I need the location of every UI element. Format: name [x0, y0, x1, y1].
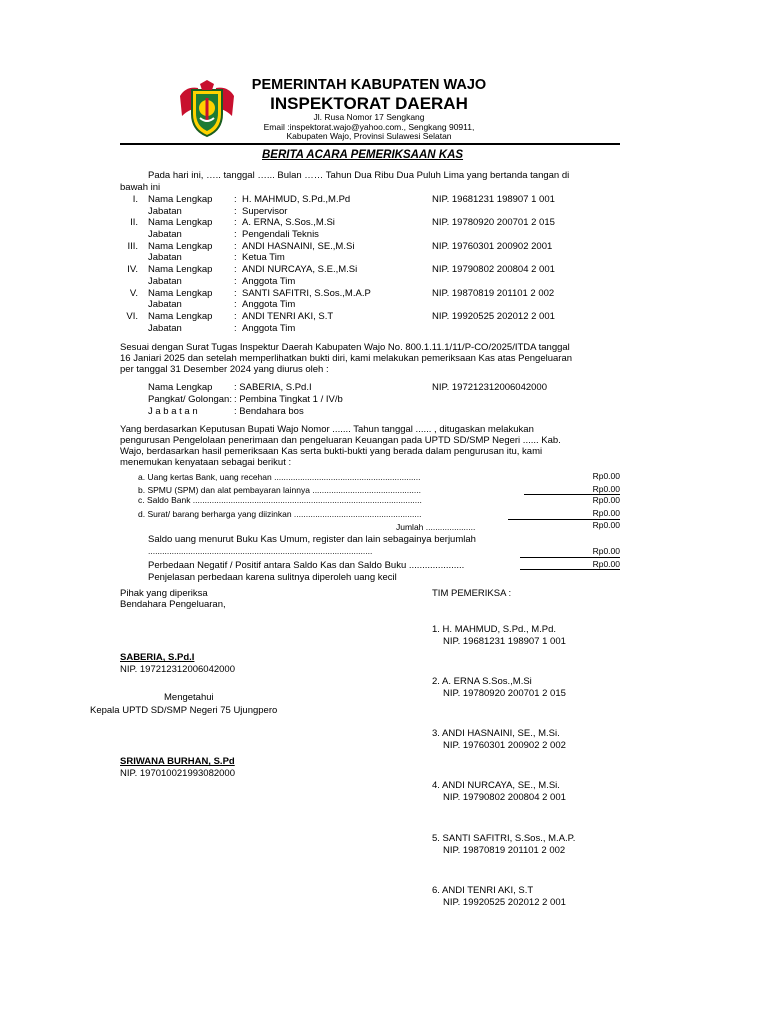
pihak-diperiksa: Pihak yang diperiksa	[120, 588, 208, 599]
header-email: Email :inspektorat.wajo@yahoo.com., Sengkang 90911,	[263, 122, 475, 132]
team-member-name: ANDI NURCAYA, S.E.,M.Si	[242, 264, 358, 276]
team-member-role: Pengendali Teknis	[242, 228, 319, 240]
team-member-nip: NIP. 19780920 200701 2 015	[432, 217, 555, 229]
perbedaan-line	[520, 569, 620, 570]
examiner-signature-nip: NIP. 19760301 200902 2 002	[443, 740, 566, 751]
examiner-signature-nip: NIP. 19780920 200701 2 015	[443, 688, 566, 699]
team-member-name-label: Nama Lengkap	[148, 311, 213, 322]
team-member-role-label: Jabatan	[148, 205, 182, 217]
examiner-signature-name: 6. ANDI TENRI AKI, S.T	[432, 885, 534, 896]
keputusan-line-3: Wajo, berdasarkan hasil pemeriksaan Kas serta bukti-bukti yang berada dalam pengurusan itu, kami	[120, 446, 543, 457]
kepala-sekolah-title: Kepala UPTD SD/SMP Negeri 75 Ujungpero	[90, 705, 278, 716]
bendahara-jabatan-label: J a b a t a n	[148, 406, 198, 417]
team-member-number: I.	[132, 194, 138, 205]
item-b-label: b. SPMU (SPM) dan alat pembayaran lainnya ..............................................	[138, 485, 421, 495]
saldo-buku-line-2: ...............................................................................................	[148, 546, 373, 556]
perbedaan-label: Perbedaan Negatif / Positif antara Saldo Kas dan Saldo Buku .....................	[148, 560, 465, 571]
team-member-name-colon: :	[234, 311, 237, 322]
team-member-name-colon: :	[234, 264, 237, 276]
team-member-number: III.	[127, 240, 138, 252]
team-member-role-colon: :	[234, 299, 237, 311]
bendahara-nip: NIP. 197212312006042000	[432, 382, 547, 393]
team-member-name-label: Nama Lengkap	[148, 217, 213, 229]
team-member-name: A. ERNA, S.Sos.,M.Si	[242, 217, 335, 229]
item-c-label: c. Saldo Bank .................................................................................................	[138, 495, 422, 505]
bendahara-pengeluaran: Bendahara Pengeluaran,	[120, 599, 226, 610]
saldo-buku-value: Rp0.00	[592, 546, 620, 556]
bendahara-signature-nip: NIP. 197212312006042000	[120, 664, 235, 675]
penjelasan: Penjelasan perbedaan karena sulitnya diperoleh uang kecil	[148, 572, 397, 583]
item-a-value: Rp0.00	[592, 471, 620, 481]
examiner-signature-nip: NIP. 19790802 200804 2 001	[443, 792, 566, 803]
team-member-name-colon: :	[234, 217, 237, 229]
keputusan-line-1: Yang berdasarkan Keputusan Bupati Wajo Nomor ....... Tahun tanggal ...... , ditugaskan melakukan	[120, 424, 534, 435]
wajo-regency-logo	[176, 78, 238, 140]
team-member-role: Ketua Tim	[242, 252, 285, 264]
team-member-name-colon: :	[234, 240, 237, 252]
item-c-value: Rp0.00	[592, 495, 620, 505]
saldo-buku-line-1: Saldo uang menurut Buku Kas Umum, register dan lain sebagainya berjumlah	[148, 534, 476, 545]
item-d-label: d. Surat/ barang berharga yang diizinkan ......................................................	[138, 509, 422, 519]
examiner-signature-name: 4. ANDI NURCAYA, SE., M.Si.	[432, 780, 560, 791]
team-member-name-colon: :	[234, 194, 237, 205]
team-member-number: II.	[130, 217, 138, 229]
team-member-name-label: Nama Lengkap	[148, 264, 213, 276]
team-member-role-colon: :	[234, 322, 237, 334]
team-member-role: Anggota Tim	[242, 275, 296, 287]
item-b-value: Rp0.00	[592, 484, 620, 494]
team-member-name-label: Nama Lengkap	[148, 194, 213, 205]
surat-tugas-line-2: 16 Janiari 2025 dan setelah memperlihatkan bukti diri, kami melakukan pemeriksaan Kas atas Pengeluaran	[120, 353, 573, 364]
bendahara-jabatan: : Bendahara bos	[234, 406, 304, 417]
perbedaan-value: Rp0.00	[592, 559, 620, 569]
team-member-role-label: Jabatan	[148, 252, 182, 264]
tim-pemeriksa-title: TIM PEMERIKSA :	[432, 588, 512, 599]
surat-tugas-line-1: Sesuai dengan Surat Tugas Inspektur Daerah Kabupaten Wajo No. 800.1.11.1/11/P-CO/2025/ITDA tanggal	[120, 342, 570, 353]
team-member-nip: NIP. 19681231 198907 1 001	[432, 194, 555, 205]
team-member-number: VI.	[126, 311, 138, 322]
team-member-name: ANDI TENRI AKI, S.T	[242, 311, 334, 322]
team-member-name: ANDI HASNAINI, SE.,M.Si	[242, 240, 355, 252]
examiner-signature-name: 5. SANTI SAFITRI, S.Sos., M.A.P.	[432, 833, 576, 844]
team-member-nip: NIP. 19760301 200902 2001	[432, 240, 553, 252]
kepala-signature-nip: NIP. 197010021993082000	[120, 768, 235, 779]
header-region: Kabupaten Wajo, Provinsi Sulawesi Selatan	[286, 131, 452, 141]
team-member-role-label: Jabatan	[148, 299, 182, 311]
examiner-signature-name: 2. A. ERNA S.Sos.,M.Si	[432, 676, 532, 687]
jumlah-label: Jumlah .....................	[396, 522, 476, 532]
examiner-signature-nip: NIP. 19681231 198907 1 001	[443, 636, 566, 647]
intro-line-1: Pada hari ini, ….. tanggal …... Bulan …… Tahun Dua Ribu Dua Puluh Lima yang bertanda tangan di	[148, 170, 570, 181]
item-a-label: a. Uang kertas Bank, uang recehan ..............................................................	[138, 472, 421, 482]
bendahara-signature-name: SABERIA, S.Pd.I	[120, 652, 195, 663]
item-d-value: Rp0.00	[592, 508, 620, 518]
bendahara-pangkat-label: Pangkat/ Golongan:	[148, 394, 232, 405]
header-government: PEMERINTAH KABUPATEN WAJO	[251, 77, 487, 93]
examiner-signature-nip: NIP. 19920525 202012 2 001	[443, 897, 566, 908]
team-member-number: IV.	[127, 264, 138, 276]
team-member-nip: NIP. 19920525 202012 2 001	[432, 311, 555, 322]
team-member-role: Supervisor	[242, 205, 288, 217]
header-agency: INSPEKTORAT DAERAH	[270, 94, 468, 113]
header-divider	[120, 143, 620, 145]
saldo-line	[520, 557, 620, 558]
team-member-role-colon: :	[234, 228, 237, 240]
bendahara-nama: : SABERIA, S.Pd.I	[234, 382, 312, 393]
team-member-role: Anggota Tim	[242, 299, 296, 311]
team-member-name: H. MAHMUD, S.Pd.,M.Pd	[242, 194, 351, 205]
team-member-role-colon: :	[234, 275, 237, 287]
document-title: BERITA ACARA PEMERIKSAAN KAS	[262, 149, 464, 161]
team-member-name-colon: :	[234, 287, 237, 299]
jumlah-value: Rp0.00	[592, 520, 620, 530]
bendahara-pangkat: : Pembina Tingkat 1 / IV/b	[234, 394, 343, 405]
keputusan-line-4: menemukan kenyataan sebagai berikut :	[120, 457, 292, 468]
kepala-signature-name: SRIWANA BURHAN, S.Pd	[120, 756, 235, 767]
team-member-role-label: Jabatan	[148, 228, 182, 240]
examiner-signature-name: 3. ANDI HASNAINI, SE., M.Si.	[432, 728, 560, 739]
team-member-number: V.	[129, 287, 138, 299]
surat-tugas-line-3: per tanggal 31 Desember 2024 yang diurus oleh :	[120, 364, 329, 375]
keputusan-line-2: pengurusan Pengelolaan penerimaan dan pengeluaran Keuangan pada UPTD SD/SMP Negeri ...... Kab.	[120, 435, 561, 446]
team-member-name-label: Nama Lengkap	[148, 287, 213, 299]
examiner-signature-nip: NIP. 19870819 201101 2 002	[443, 845, 566, 856]
team-member-nip: NIP. 19790802 200804 2 001	[432, 264, 555, 276]
team-member-name: SANTI SAFITRI, S.Sos.,M.A.P	[242, 287, 371, 299]
team-member-nip: NIP. 19870819 201101 2 002	[432, 287, 555, 299]
bendahara-nama-label: Nama Lengkap	[148, 382, 213, 393]
intro-line-2: bawah ini	[120, 182, 161, 193]
team-member-role-label: Jabatan	[148, 275, 182, 287]
team-member-role-colon: :	[234, 205, 237, 217]
header-address: Jl. Rusa Nomor 17 Sengkang	[313, 112, 425, 122]
team-member-role-label: Jabatan	[148, 322, 182, 334]
mengetahui-label: Mengetahui	[164, 692, 214, 703]
team-member-role: Anggota Tim	[242, 322, 296, 334]
examiner-signature-name: 1. H. MAHMUD, S.Pd., M.Pd.	[432, 624, 557, 635]
team-member-role-colon: :	[234, 252, 237, 264]
team-member-name-label: Nama Lengkap	[148, 240, 213, 252]
